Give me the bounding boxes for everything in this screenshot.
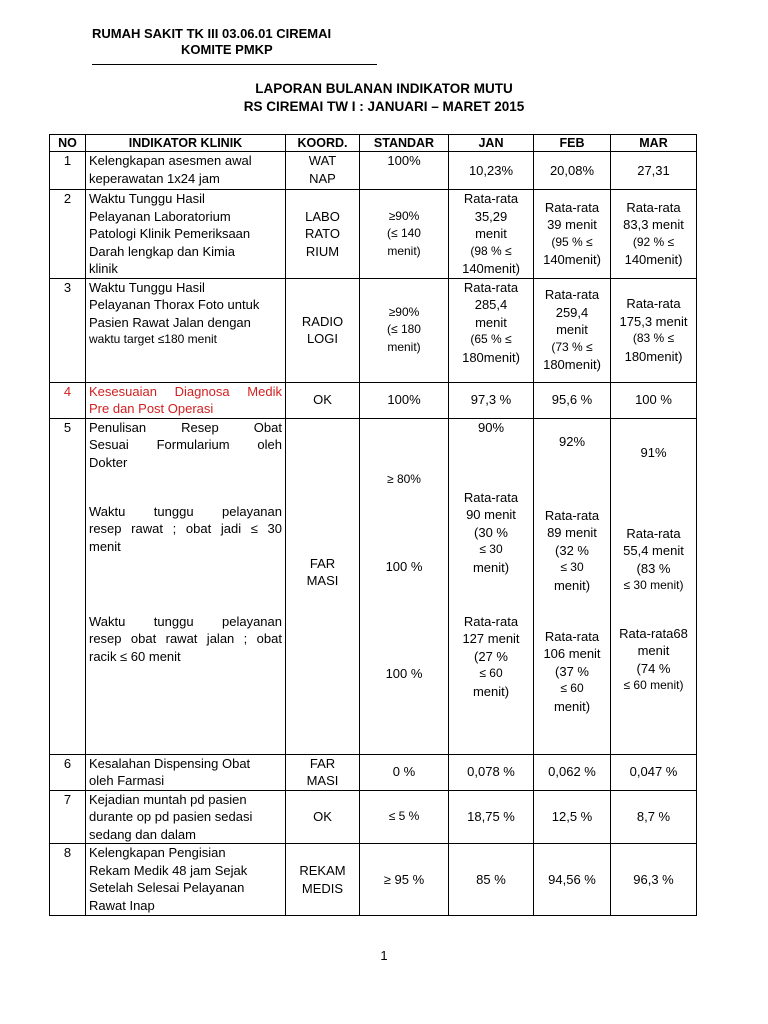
sub-indicator: Penulisan Resep Obat Sesuai Formularium oleh Dokter xyxy=(89,419,282,470)
report-subtitle: RS CIREMAI TW I : JANUARI – MARET 2015 xyxy=(243,99,525,114)
indicator-cell: Waktu Tunggu Hasil Pelayanan Laboratorium Patologi Klinik Pemeriksaan Darah lengkap dan Kimia klinik xyxy=(86,190,286,279)
row-number: 4 xyxy=(50,382,86,418)
row-number: 5 xyxy=(50,418,86,754)
standard-cell: ≤ 5 % xyxy=(360,790,449,844)
column-header: KOORD. xyxy=(286,135,360,152)
mar-value: 8,7 % xyxy=(611,790,697,844)
sub-indicator: Waktu tunggu pelayanan resep obat rawat jalan ; obat racik ≤ 60 menit xyxy=(89,613,282,664)
mar-value: Rata-rata 83,3 menit (92 % ≤ 140menit) xyxy=(611,190,697,279)
header-underline xyxy=(92,64,377,65)
feb-value: 20,08% xyxy=(534,152,611,190)
coordinator-cell: LABO RATO RIUM xyxy=(286,190,360,279)
committee-name: KOMITE PMKP xyxy=(181,42,273,57)
table-header-row xyxy=(50,135,697,152)
row-number: 6 xyxy=(50,754,86,790)
feb-value: 95,6 % xyxy=(534,382,611,418)
coordinator-cell: OK xyxy=(286,382,360,418)
mar-value: 100 % xyxy=(611,382,697,418)
indicator-cell: Kelengkapan Pengisian Rekam Medik 48 jam Sejak Setelah Selesai Pelayanan Rawat Inap xyxy=(86,844,286,916)
table-row xyxy=(50,790,697,844)
hospital-name: RUMAH SAKIT TK III 03.06.01 CIREMAI xyxy=(92,26,332,41)
standard-cell: ≥ 95 % xyxy=(360,844,449,916)
indicator-cell: Waktu Tunggu Hasil Pelayanan Thorax Foto untuk Pasien Rawat Jalan dengan waktu target ≤180 menit xyxy=(86,278,286,382)
table-row xyxy=(50,152,697,190)
jan-value: 0,078 % xyxy=(449,754,534,790)
sub-indicator: Waktu tunggu pelayanan resep rawat ; obat jadi ≤ 30 menit xyxy=(89,503,282,554)
page-number: 1 xyxy=(380,948,388,963)
table-row xyxy=(50,190,697,279)
indicator-table xyxy=(49,134,697,916)
column-header: MAR xyxy=(611,135,697,152)
table-row xyxy=(50,754,697,790)
report-title: LAPORAN BULANAN INDIKATOR MUTU xyxy=(255,81,513,96)
report-header xyxy=(92,26,331,58)
feb-value: Rata-rata 259,4 menit (73 % ≤ 180menit) xyxy=(534,278,611,382)
coordinator-cell: FAR MASI xyxy=(286,418,360,754)
row-number: 2 xyxy=(50,190,86,279)
standard-cell: 100% xyxy=(360,152,449,190)
indicator-cell xyxy=(86,418,286,754)
jan-value: 97,3 % xyxy=(449,382,534,418)
table-row xyxy=(50,278,697,382)
column-header: INDIKATOR KLINIK xyxy=(86,135,286,152)
coordinator-cell: OK xyxy=(286,790,360,844)
jan-value: 10,23% xyxy=(449,152,534,190)
jan-value: Rata-rata 285,4 menit (65 % ≤ 180menit) xyxy=(449,278,534,382)
indicator-cell: Kejadian muntah pd pasien durante op pd pasien sedasi sedang dan dalam xyxy=(86,790,286,844)
mar-value: 91% Rata-rata 55,4 menit (83 % ≤ 30 menit) Rata-rata68 menit (74 % ≤ 60 menit) xyxy=(611,418,697,754)
standard-cell: ≥90% (≤ 140 menit) xyxy=(360,190,449,279)
mar-value: 0,047 % xyxy=(611,754,697,790)
indicator-cell: Kesalahan Dispensing Obat oleh Farmasi xyxy=(86,754,286,790)
standard-cell: ≥90% (≤ 180 menit) xyxy=(360,278,449,382)
indicator-cell: Kelengkapan asesmen awal keperawatan 1x24 jam xyxy=(86,152,286,190)
jan-value: 85 % xyxy=(449,844,534,916)
row-number: 3 xyxy=(50,278,86,382)
feb-value: 0,062 % xyxy=(534,754,611,790)
feb-value: 94,56 % xyxy=(534,844,611,916)
mar-value: 96,3 % xyxy=(611,844,697,916)
jan-value: 18,75 % xyxy=(449,790,534,844)
column-header: JAN xyxy=(449,135,534,152)
jan-value: 90% Rata-rata 90 menit (30 % ≤ 30 menit) Rata-rata 127 menit (27 % ≤ 60 menit) xyxy=(449,418,534,754)
mar-value: Rata-rata 175,3 menit (83 % ≤ 180menit) xyxy=(611,278,697,382)
table-row xyxy=(50,382,697,418)
indicator-cell: Kesesuaian Diagnosa Medik Pre dan Post Operasi xyxy=(86,382,286,418)
table-row xyxy=(50,844,697,916)
row-number: 7 xyxy=(50,790,86,844)
standard-cell: 0 % xyxy=(360,754,449,790)
mar-value: 27,31 xyxy=(611,152,697,190)
row-number: 8 xyxy=(50,844,86,916)
feb-value: Rata-rata 39 menit (95 % ≤ 140menit) xyxy=(534,190,611,279)
jan-value: Rata-rata 35,29 menit (98 % ≤ 140menit) xyxy=(449,190,534,279)
feb-value: 92% Rata-rata 89 menit (32 % ≤ 30 menit) Rata-rata 106 menit (37 % ≤ 60 menit) xyxy=(534,418,611,754)
row-number: 1 xyxy=(50,152,86,190)
standard-cell: 100% xyxy=(360,382,449,418)
table-row xyxy=(50,418,697,754)
coordinator-cell: WAT NAP xyxy=(286,152,360,190)
feb-value: 12,5 % xyxy=(534,790,611,844)
column-header: STANDAR xyxy=(360,135,449,152)
column-header: FEB xyxy=(534,135,611,152)
standard-cell: ≥ 80% 100 % 100 % xyxy=(360,418,449,754)
column-header: NO xyxy=(50,135,86,152)
coordinator-cell: RADIO LOGI xyxy=(286,278,360,382)
coordinator-cell: REKAM MEDIS xyxy=(286,844,360,916)
coordinator-cell: FAR MASI xyxy=(286,754,360,790)
